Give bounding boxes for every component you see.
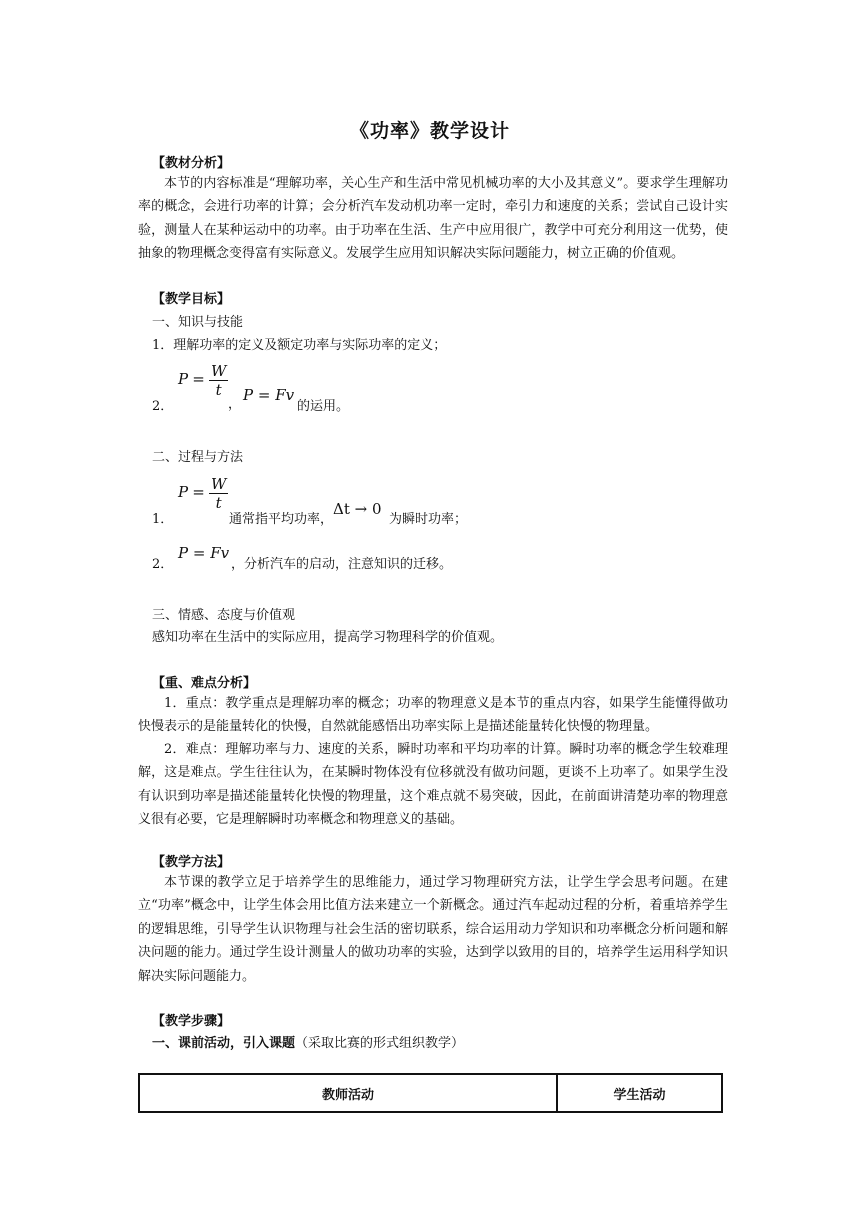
process-item-1-number: 1． [152, 512, 174, 527]
formula-denominator: t [215, 494, 222, 512]
goals-sub-values: 三、情感、态度与价值观 [152, 608, 296, 623]
step-1-title-bold: 一、课前活动，引入课题 [152, 1036, 296, 1051]
step-1-title [152, 1032, 464, 1051]
formula-denominator: t [215, 381, 222, 399]
goals-item-2-suffix: 的运用。 [297, 399, 350, 414]
process-item-1-text: 通常指平均功率， [229, 512, 334, 527]
goals-item-2-number: 2． [152, 399, 174, 414]
formula-delta-t-limit: Δt → 0 [333, 500, 382, 518]
formula-p-fv: P = Fv [243, 386, 295, 404]
step-1-note: （采取比赛的形式组织教学） [295, 1036, 465, 1051]
activity-table [138, 1073, 723, 1113]
goals-sub-knowledge: 一、知识与技能 [152, 315, 244, 330]
section-heading-keypoints: 【重、难点分析】 [152, 676, 257, 691]
formula-equals: = [192, 370, 205, 388]
section-heading-steps: 【教学步骤】 [152, 1014, 231, 1029]
section-heading-method: 【教学方法】 [152, 855, 231, 870]
goals-sub-process: 二、过程与方法 [152, 450, 244, 465]
analysis-paragraph: 本节的内容标准是“理解功率，关心生产和生活中常见机械功率的大小及其意义”。要求学生理解功率的概念，会进行功率的计算；会分析汽车发动机功率一定时，牵引力和速度的关系；尝试自己设计实验，测量人在某种运动中的功率。由于功率在生活、生产中应用很广，教学中可充分利用这一优势，使抽象的物理概念变得富有实际意义。发展学生应用知识解决实际问题能力，树立正确的价值观。 [138, 176, 728, 262]
page-title: 《功率》教学设计 [349, 120, 510, 142]
values-text: 感知功率在生活中的实际应用，提高学习物理科学的价值观。 [152, 630, 504, 645]
section-heading-goals: 【教学目标】 [152, 292, 231, 307]
section-heading-analysis: 【教材分析】 [152, 156, 231, 171]
table-header-student: 学生活动 [557, 1074, 722, 1112]
formula-symbol-p: P [178, 483, 189, 501]
method-paragraph: 本节课的教学立足于培养学生的思维能力，通过学习物理研究方法，让学生学会思考问题。在建立“功率”概念中，让学生体会用比值方法来建立一个新概念。通过汽车起动过程的分析，着重培养学生的逻辑思维，引导学生认识物理与社会生活的密切联系，综合运用动力学知识和功率概念分析问题和解决问题的能力。通过学生设计测量人的做功功率的实验，达到学以致用的目的，培养学生运用科学知识解决实际问题能力。 [138, 875, 728, 984]
formula-numerator: W [210, 362, 227, 380]
formula-average-power [178, 475, 228, 512]
formula-power-definition [178, 362, 228, 399]
formula-numerator: W [210, 475, 227, 493]
table-header-teacher: 教师活动 [139, 1074, 557, 1112]
formula-equals: = [192, 483, 205, 501]
keypoints-paragraph-1: 1．重点：教学重点是理解功率的概念；功率的物理意义是本节的重点内容，如果学生能懂得做功快慢表示的是能量转化的快慢，自然就能感悟出功率实际上是描述能量转化快慢的物理量。 [138, 696, 728, 735]
table-header-row [139, 1074, 722, 1112]
formula-p-fv: P = Fv [178, 544, 230, 562]
process-item-2-number: 2． [152, 557, 174, 572]
keypoints-paragraph-2: 2．难点：理解功率与力、速度的关系，瞬时功率和平均功率的计算。瞬时功率的概念学生较难理解，这是难点。学生往往认为，在某瞬时物体没有位移就没有做功问题，更谈不上功率了。如果学生没有认识到功率是描述能量转化快慢的物理量，这个难点就不易突破，因此，在前面讲清楚功率的物理意义很有必要，它是理解瞬时功率概念和物理意义的基础。 [138, 742, 728, 828]
formula-separator: ， [228, 397, 242, 412]
process-item-1-suffix: 为瞬时功率； [389, 512, 468, 527]
goals-item-1: 1．理解功率的定义及额定功率与实际功率的定义； [152, 338, 447, 353]
formula-fraction [209, 475, 228, 512]
process-item-2-suffix: ，分析汽车的启动，注意知识的迁移。 [231, 557, 453, 572]
formula-fraction [209, 362, 228, 399]
formula-symbol-p: P [178, 370, 189, 388]
